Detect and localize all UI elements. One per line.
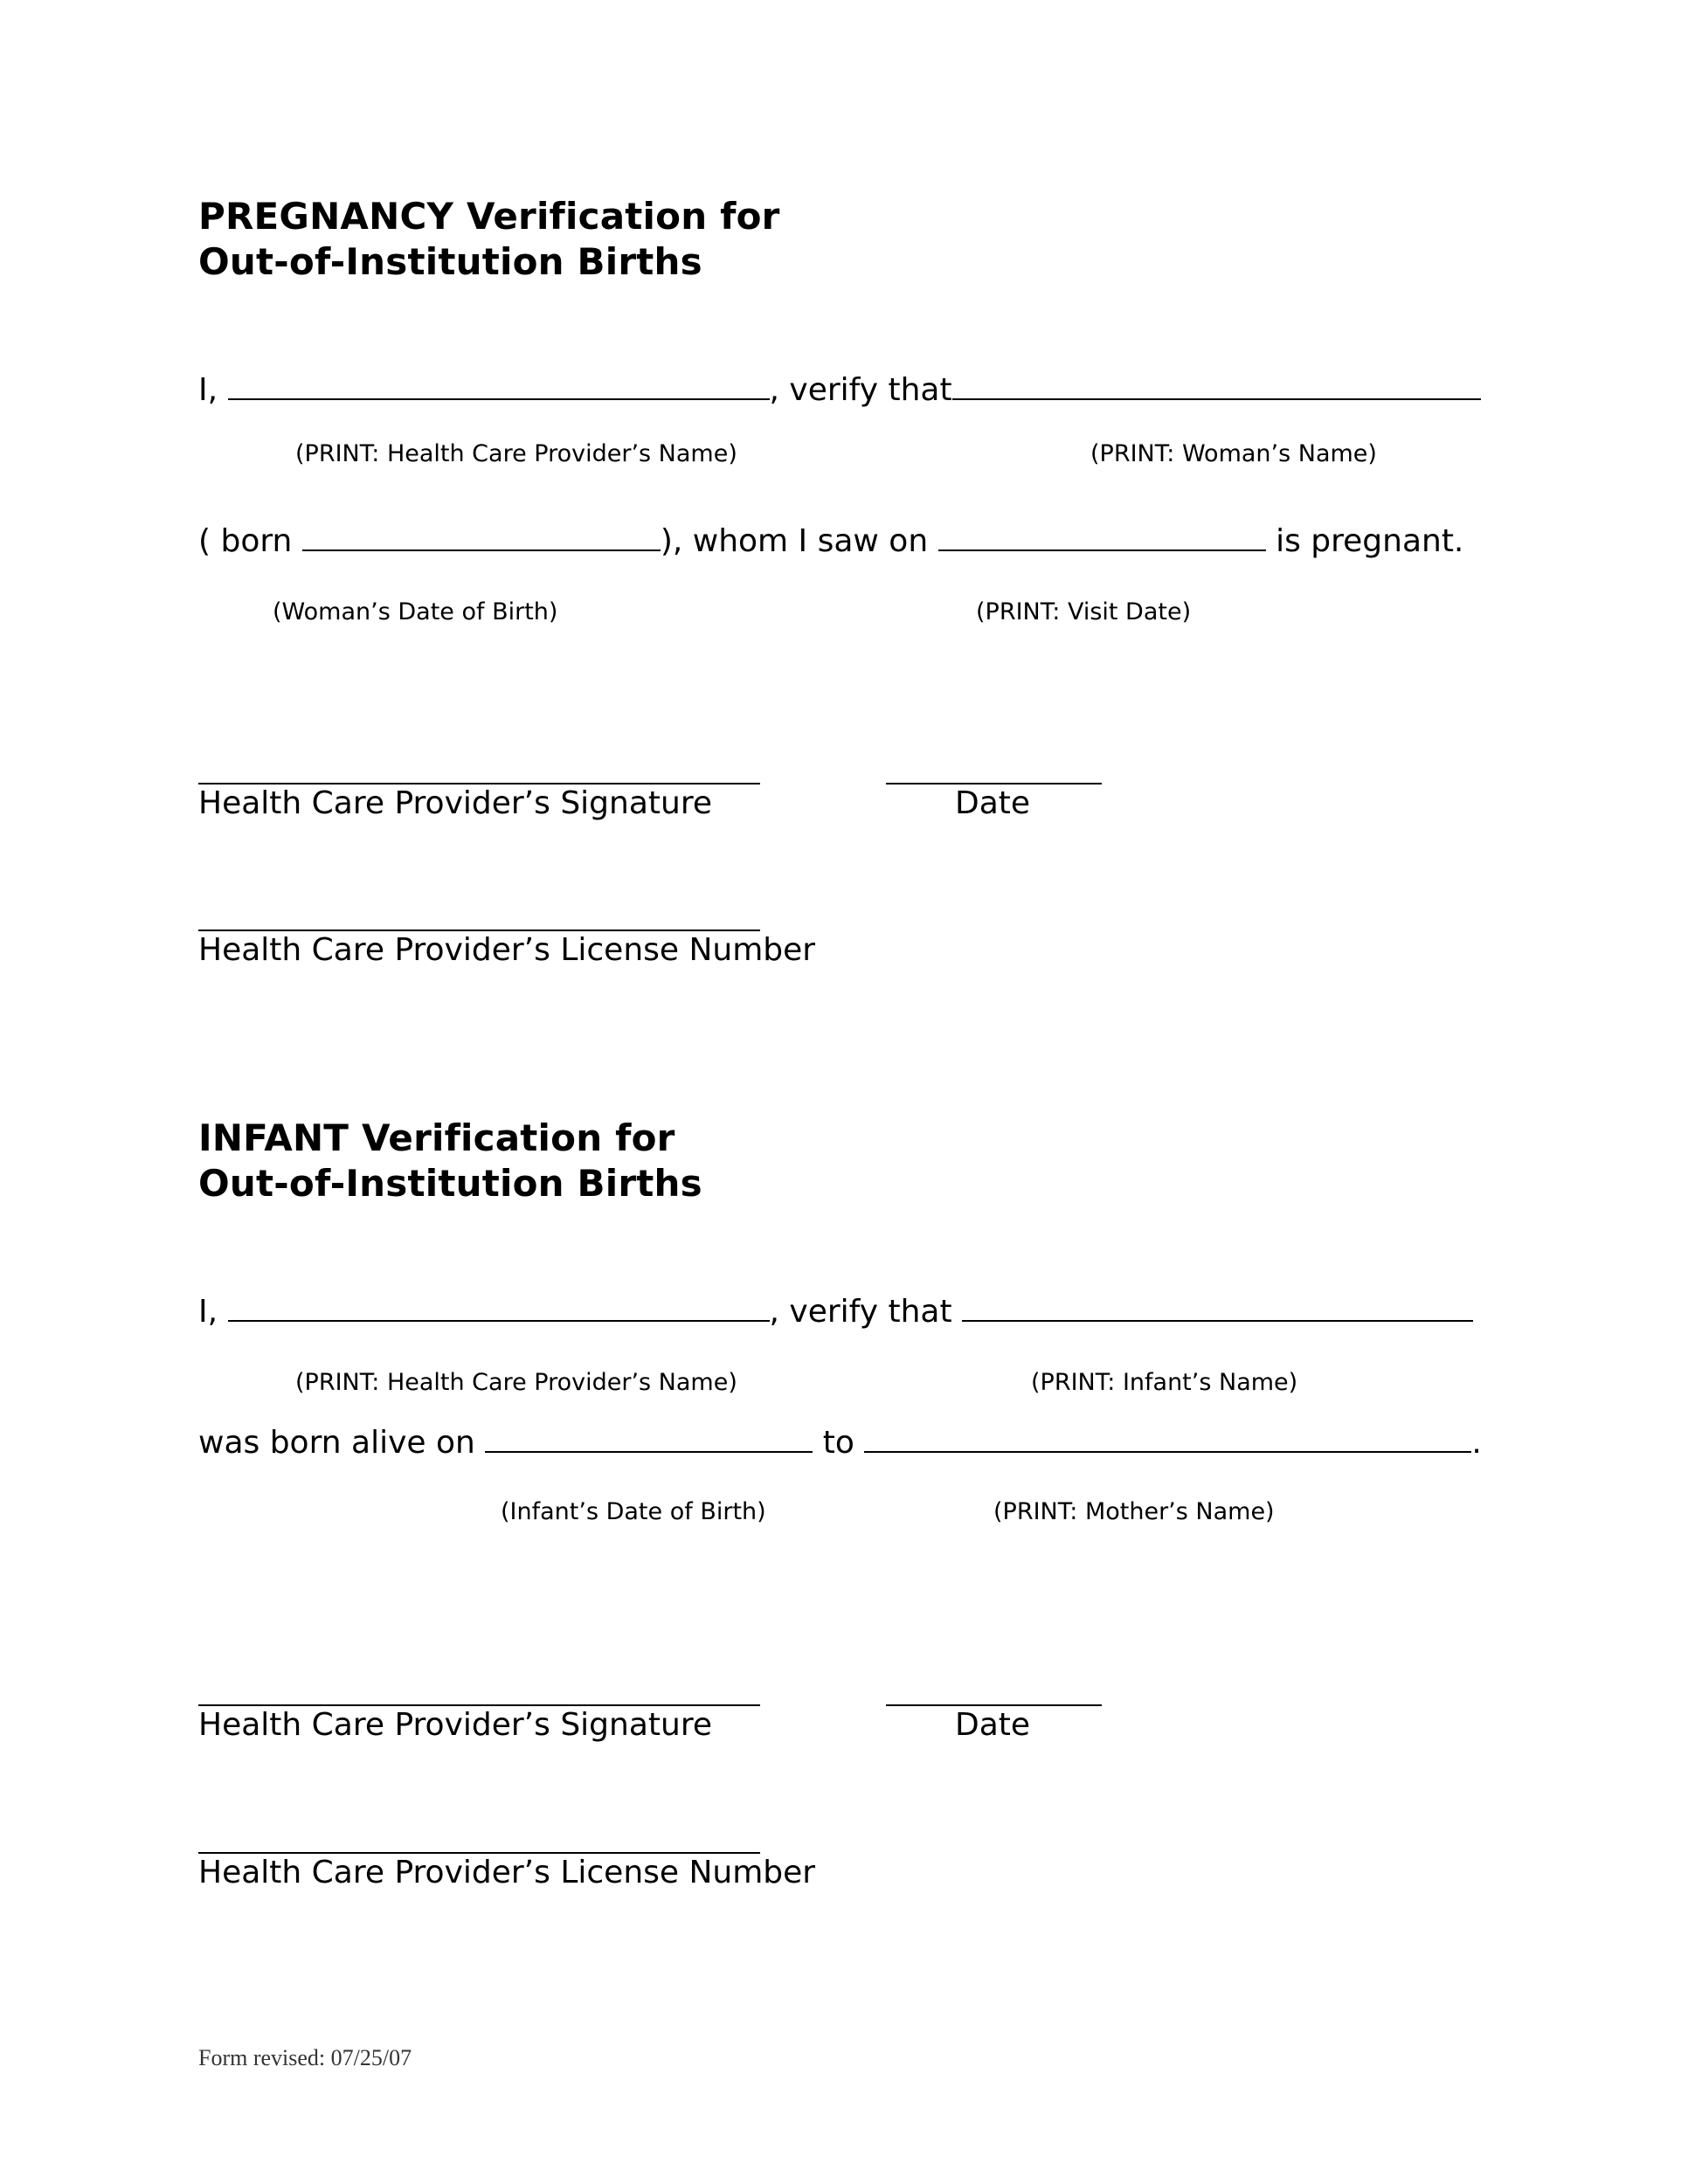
infant-caption-mother: (PRINT: Mother’s Name)	[993, 1498, 1275, 1525]
pregnancy-visit-date-field[interactable]	[938, 523, 1266, 551]
pregnancy-woman-name-field[interactable]	[952, 372, 1481, 400]
pregnancy-title	[198, 194, 780, 285]
infant-line1-mid: , verify that	[769, 1294, 952, 1330]
pregnancy-line2-mid: ), whom I saw on	[660, 523, 929, 559]
pregnancy-license-label: Health Care Provider’s License Number	[198, 932, 816, 968]
pregnancy-title-line2: Out-of-Institution Births	[198, 240, 702, 283]
infant-signature-label: Health Care Provider’s Signature	[198, 1707, 712, 1743]
pregnancy-caption-visit: (PRINT: Visit Date)	[976, 598, 1192, 625]
infant-provider-name-field[interactable]	[228, 1294, 770, 1322]
pregnancy-provider-name-field[interactable]	[228, 372, 770, 400]
infant-date-label: Date	[955, 1707, 1031, 1743]
infant-name-field[interactable]	[962, 1294, 1473, 1322]
infant-license-label: Health Care Provider’s License Number	[198, 1855, 816, 1890]
infant-dob-field[interactable]	[485, 1425, 813, 1453]
infant-line2-suffix: .	[1471, 1425, 1482, 1461]
pregnancy-title-line1: PREGNANCY Verification for	[198, 195, 780, 238]
infant-line2-prefix: was born alive on	[198, 1425, 475, 1461]
infant-caption-provider: (PRINT: Health Care Provider’s Name)	[295, 1369, 737, 1396]
infant-line1-prefix: I,	[198, 1294, 218, 1330]
pregnancy-provider-row	[198, 371, 1481, 410]
pregnancy-line1-mid: , verify that	[769, 372, 952, 408]
pregnancy-dob-field[interactable]	[302, 523, 661, 551]
pregnancy-signature-label: Health Care Provider’s Signature	[198, 785, 712, 821]
pregnancy-caption-provider: (PRINT: Health Care Provider’s Name)	[295, 440, 737, 467]
pregnancy-caption-dob: (Woman’s Date of Birth)	[273, 598, 558, 625]
pregnancy-line2-suffix: is pregnant.	[1276, 523, 1464, 559]
infant-mother-name-field[interactable]	[864, 1425, 1471, 1453]
pregnancy-caption-woman: (PRINT: Woman’s Name)	[1090, 440, 1377, 467]
infant-line2-mid: to	[822, 1425, 854, 1461]
infant-provider-row	[198, 1293, 1473, 1331]
infant-caption-infant: (PRINT: Infant’s Name)	[1031, 1369, 1298, 1396]
infant-title-line2: Out-of-Institution Births	[198, 1162, 702, 1205]
infant-title	[198, 1116, 702, 1206]
pregnancy-birth-visit-row	[198, 522, 1463, 561]
pregnancy-line1-prefix: I,	[198, 372, 218, 408]
infant-title-line1: INFANT Verification for	[198, 1116, 675, 1159]
pregnancy-date-label: Date	[955, 785, 1031, 821]
infant-birth-row	[198, 1424, 1482, 1462]
infant-caption-dob: (Infant’s Date of Birth)	[501, 1498, 766, 1525]
form-revised-note: Form revised: 07/25/07	[198, 2045, 412, 2070]
pregnancy-line2-prefix: ( born	[198, 523, 293, 559]
